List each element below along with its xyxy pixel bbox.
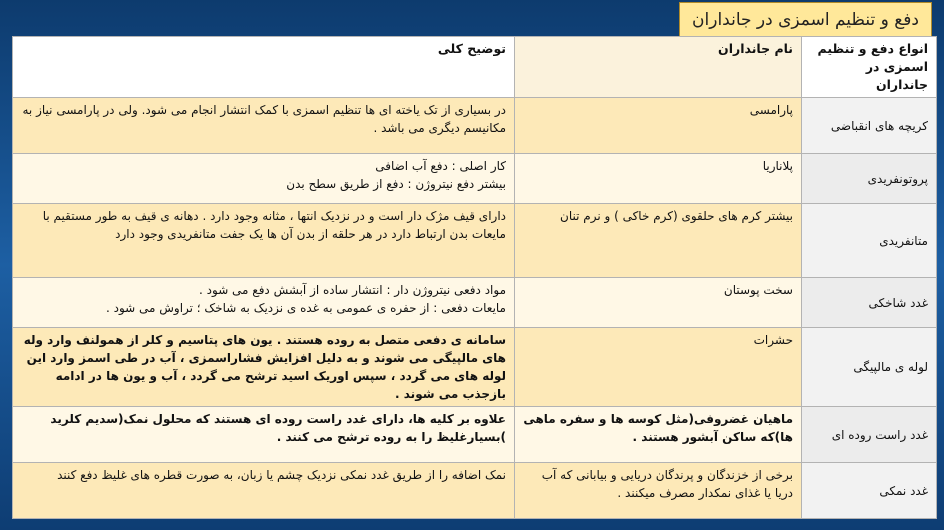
- header-types: انواع دفع و تنظیم اسمزی در جانداران: [802, 37, 937, 98]
- row-type: متانفریدی: [802, 204, 937, 278]
- header-names: نام جانداران: [515, 37, 802, 98]
- row-type: غدد نمکی: [802, 463, 937, 519]
- excretion-table: [12, 36, 937, 519]
- table-row: [13, 328, 937, 407]
- description-line: بیشتر دفع نیتروژن : دفع از طریق سطح بدن: [286, 177, 506, 191]
- row-description: [13, 278, 515, 328]
- description-line: مایعات دفعی : از حفره ی عمومی به غده ی نزدیک به شاخک ؛ تراوش می شود .: [105, 301, 506, 315]
- row-type: غدد شاخکی: [802, 278, 937, 328]
- description-line: نمک اضافه را از طریق غدد نمکی نزدیک چشم یا زبان، به صورت قطره های غلیظ دفع کنند: [57, 468, 506, 482]
- table-row: [13, 204, 937, 278]
- table-row: [13, 407, 937, 463]
- table-row: [13, 463, 937, 519]
- table-row: [13, 278, 937, 328]
- row-description: [13, 407, 515, 463]
- table-row: [13, 98, 937, 154]
- row-names: حشرات: [515, 328, 802, 407]
- page-title: دفع و تنظیم اسمزی در جانداران: [679, 2, 932, 38]
- description-line: علاوه بر کلیه ها، دارای غدد راست روده ای هستند که محلول نمک(سدیم کلرید )بسیارغلیظ را به روده ترشح می کنند .: [50, 412, 506, 444]
- row-type: پروتونفریدی: [802, 154, 937, 204]
- row-description: [13, 154, 515, 204]
- row-type: غدد راست روده ای: [802, 407, 937, 463]
- description-line: در بسیاری از تک یاخته ای ها تنظیم اسمزی با کمک انتشار انجام می شود. ولی در پارامسی نیاز به مکانیسم دیگری می باشد .: [22, 103, 506, 135]
- row-names: برخی از خزندگان و پرندگان دریایی و بیابانی که آب دریا یا غذای نمکدار مصرف میکنند .: [515, 463, 802, 519]
- row-description: [13, 98, 515, 154]
- description-line: کار اصلی : دفع آب اضافی: [375, 159, 506, 173]
- row-names: بیشتر کرم های حلقوی (کرم خاکی ) و نرم تنان: [515, 204, 802, 278]
- row-names: سخت پوستان: [515, 278, 802, 328]
- row-names: ماهیان غضروفی(مثل کوسه ها و سفره ماهی ها)که ساکن آبشور هستند .: [515, 407, 802, 463]
- row-names: پارامسی: [515, 98, 802, 154]
- row-description: [13, 328, 515, 407]
- description-line: سامانه ی دفعی متصل به روده هستند . یون های پتاسیم و کلر از همولنف وارد وله های مالپیگی می شوند و به دلیل افزایش فشاراسمزی ، آب در طی اسمز وارد این لوله های می گردد ، سپس اوریک اسید ترشح می گردد ، آب و یون ها در ادامه بازجذب می شوند .: [23, 333, 506, 401]
- header-row: [13, 37, 937, 98]
- description-line: مواد دفعی نیتروژن دار : انتشار ساده از آبشش دفع می شود .: [199, 283, 506, 297]
- row-names: پلاناریا: [515, 154, 802, 204]
- row-description: [13, 204, 515, 278]
- row-type: کریچه های انقباضی: [802, 98, 937, 154]
- row-description: [13, 463, 515, 519]
- description-line: دارای قیف مژک دار است و در نزدیک انتها ، مثانه وجود دارد . دهانه ی قیف به طور مستقیم با مایعات بدن ارتباط دارد در هر حلقه از بدن آن ها یک جفت متانفریدی وجود دارد: [42, 209, 506, 241]
- header-description: توضیح کلی: [13, 37, 515, 98]
- row-type: لوله ی مالپیگی: [802, 328, 937, 407]
- table-row: [13, 154, 937, 204]
